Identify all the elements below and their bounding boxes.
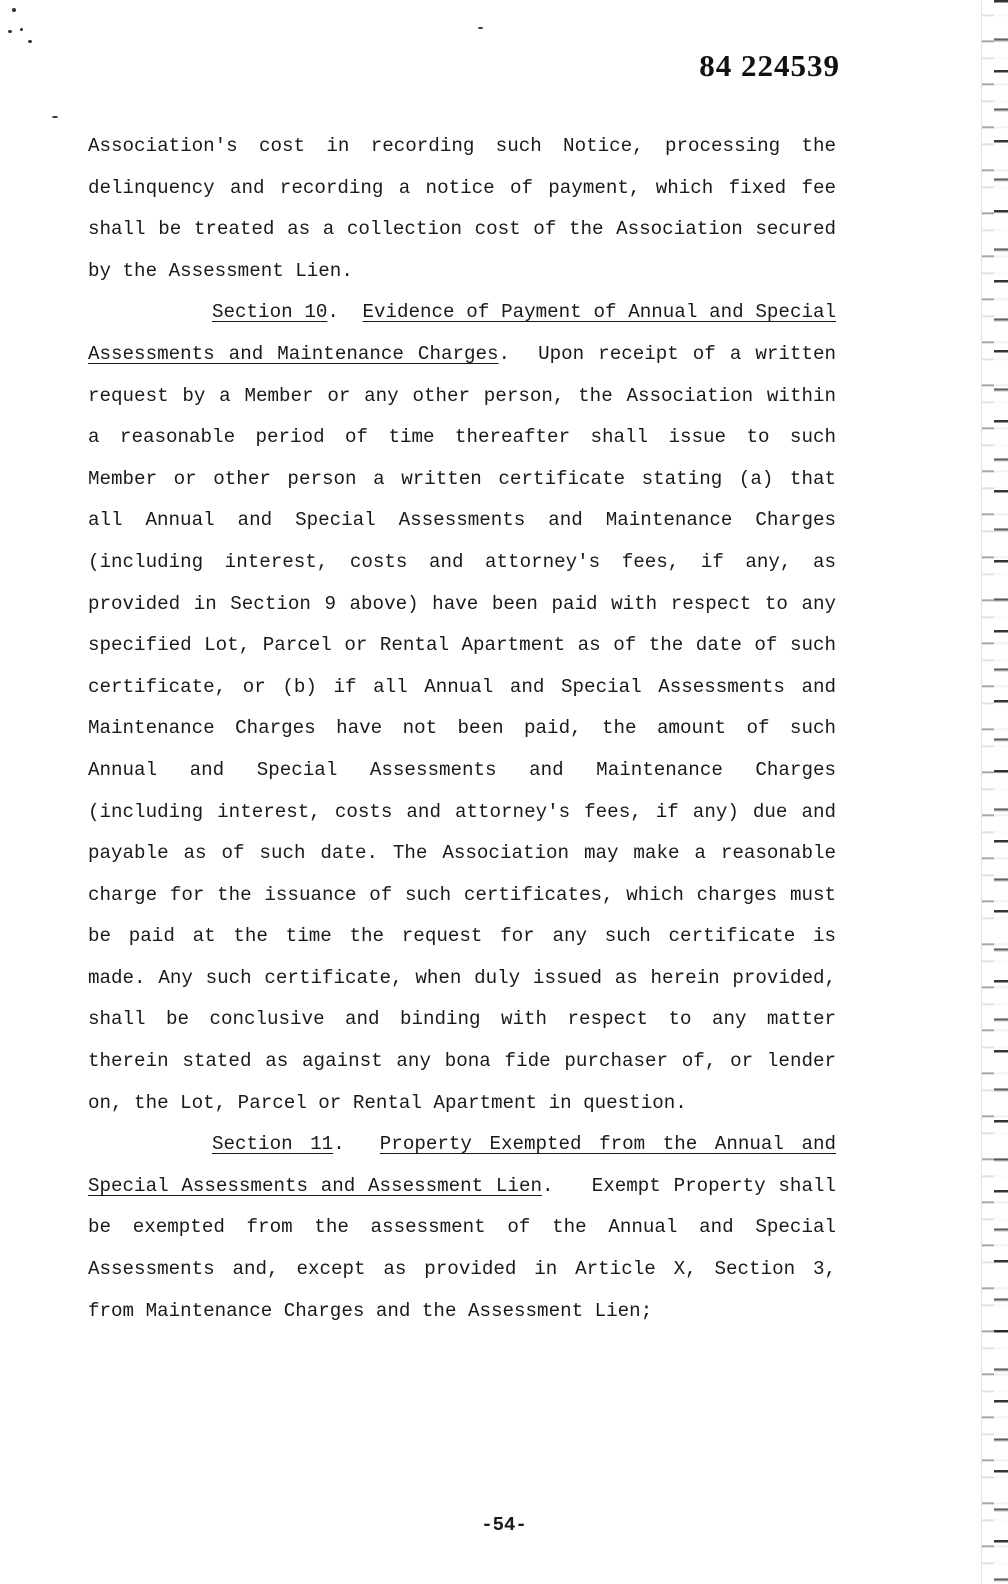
paragraph bbox=[88, 126, 836, 292]
paragraph-text: Exempt Property shall be exempted from the assessment of the Annual and Special Assessments and, except as provided in Article X, Section 3, from Maintenance Charges and the Assessment Lien; bbox=[88, 1174, 836, 1322]
scan-speck bbox=[12, 8, 16, 12]
scan-speck bbox=[8, 30, 12, 33]
section-number-period: . bbox=[333, 1133, 380, 1156]
section-title-period: . bbox=[498, 342, 539, 365]
scan-edge-marks bbox=[994, 0, 1008, 1584]
section-number-period: . bbox=[327, 301, 363, 324]
scan-speck bbox=[52, 116, 58, 118]
section-number: Section 10 bbox=[212, 301, 328, 324]
recording-number: 84 224539 bbox=[699, 48, 840, 83]
document-body bbox=[88, 126, 836, 1332]
paragraph-section-10 bbox=[88, 292, 836, 1124]
paragraph-text: Association's cost in recording such Notice, processing the delinquency and recording a notice of payment, which fixed fee shall be treated as a collection cost of the Association secured by the Assessment Lien. bbox=[88, 135, 836, 282]
section-title-period: . bbox=[541, 1174, 592, 1197]
scan-speck bbox=[478, 27, 483, 29]
section-number: Section 11 bbox=[212, 1133, 334, 1156]
scan-speck bbox=[28, 40, 32, 43]
section-title: Evidence of Payment of Annual and Special Assessments and Maintenance Charges bbox=[88, 301, 836, 365]
scan-speck bbox=[20, 28, 23, 31]
section-title: Property Exempted from the Annual and Special Assessments and Assessment Lien bbox=[88, 1133, 836, 1197]
paragraph-section-11 bbox=[88, 1124, 836, 1332]
scan-edge-strip bbox=[981, 0, 1008, 1584]
page-number: -54- bbox=[481, 1514, 527, 1536]
paragraph-text: Upon receipt of a written request by a Member or any other person, the Association within a reasonable period of time thereafter shall issue to such Member or other person a written certificate stating (a) that all Annual and Special Assessments and Maintenance Charges (including interest, costs and attorney's fees, if any, as provided in Section 9 above) have been paid with respect to any specified Lot, Parcel or Rental Apartment as of the date of such certificate, or (b) if all Annual and Special Assessments and Maintenance Charges have not been paid, the amount of such Annual and Special Assessments and Maintenance Charges (including interest, costs and attorney's fees, if any) due and payable as of such date. The Association may make a reasonable charge for the issuance of such certificates, which charges must be paid at the time the request for any such certificate is made. Any such certificate, when duly issued as herein provided, shall be conclusive and binding with respect to any matter therein stated as against any bona fide purchaser of, or lender on, the Lot, Parcel or Rental Apartment in question. bbox=[88, 342, 836, 1114]
